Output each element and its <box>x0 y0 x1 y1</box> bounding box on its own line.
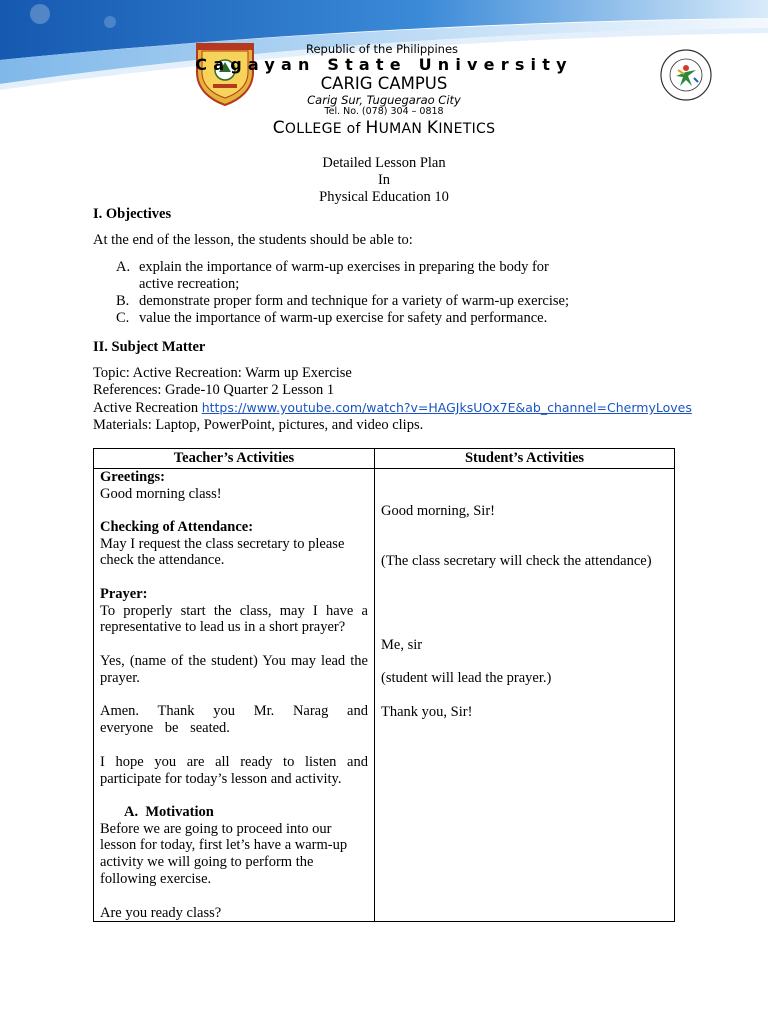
title-line-2: In <box>377 172 391 188</box>
republic-text: Republic of the Philippines <box>306 42 459 56</box>
attendance-text: May I request the class secretary to please check the attendance. <box>100 535 345 569</box>
objectives-intro: At the end of the lesson, the students should be able to: <box>93 232 413 248</box>
prayer-heading: Prayer: <box>100 585 148 602</box>
objective-item: B. demonstrate proper form and technique for a variety of warm-up exercise; <box>116 293 569 309</box>
student-activities-cell <box>375 468 675 921</box>
youtube-link[interactable]: https://www.youtube.com/watch?v=HAGJksUOx7E&ab_channel=ChermyLoves <box>201 400 692 415</box>
motivation-text: Before we are going to proceed into our lesson for today, first let’s have a warm-up activity we will going to perform the following exercise. <box>100 820 348 887</box>
ready-text: Are you ready class? <box>100 904 222 921</box>
student-response-1: Good morning, Sir! <box>381 502 495 519</box>
activities-table <box>93 448 675 922</box>
greetings-heading: Greetings: <box>100 468 165 485</box>
campus-name: CARIG CAMPUS <box>320 74 448 93</box>
active-recreation-line: Active Recreation https://www.youtube.com/watch?v=HAGJksUOx7E&ab_channel=ChermyLoves <box>93 400 692 416</box>
greetings-text: Good morning class! <box>100 485 222 502</box>
student-column-header: Student’s Activities <box>375 449 675 469</box>
subject-matter-heading: II. Subject Matter <box>93 339 206 355</box>
student-response-2: (The class secretary will check the attendance) <box>381 552 652 569</box>
student-response-3: Me, sir <box>381 636 423 653</box>
materials-text: Materials: Laptop, PowerPoint, pictures, and video clips. <box>93 417 424 433</box>
college-name: COLLEGE of HUMAN KINETICS <box>272 118 496 138</box>
title-line-3: Physical Education 10 <box>319 189 449 205</box>
topic-text: Topic: Active Recreation: Warm up Exercise <box>93 365 352 381</box>
hope-text: I hope you are all ready to listen and participate for today’s lesson and activity. <box>100 753 368 787</box>
attendance-heading: Checking of Attendance: <box>100 518 254 535</box>
objectives-heading: I. Objectives <box>93 206 172 222</box>
prayer-text: To properly start the class, may I have a representative to lead us in a short prayer? <box>100 602 368 636</box>
objective-item: C. value the importance of warm-up exercise for safety and performance. <box>116 310 548 326</box>
teacher-activities-cell <box>94 468 375 921</box>
telephone-text: Tel. No. (078) 304 – 0818 <box>324 106 444 117</box>
title-line-1: Detailed Lesson Plan <box>322 155 446 171</box>
prayer-lead-text: Yes, (name of the student) You may lead the prayer. <box>100 652 368 686</box>
lesson-title <box>93 155 675 206</box>
objective-item: A. explain the importance of warm-up exercises in preparing the body for active recreation; <box>116 259 549 292</box>
address-text: Carig Sur, Tuguegarao City <box>307 93 461 107</box>
teacher-column-header: Teacher’s Activities <box>94 449 375 469</box>
references-text: References: Grade-10 Quarter 2 Lesson 1 <box>93 382 335 398</box>
motivation-heading: A. Motivation <box>124 803 214 820</box>
amen-text: Amen. Thank you Mr. Narag and everyone be seated. <box>100 702 368 736</box>
university-name: Cagayan State University <box>195 55 573 74</box>
student-response-5: Thank you, Sir! <box>381 703 473 720</box>
subject-matter-body <box>93 365 692 434</box>
objectives-list <box>93 259 675 327</box>
student-response-4: (student will lead the prayer.) <box>381 669 552 686</box>
